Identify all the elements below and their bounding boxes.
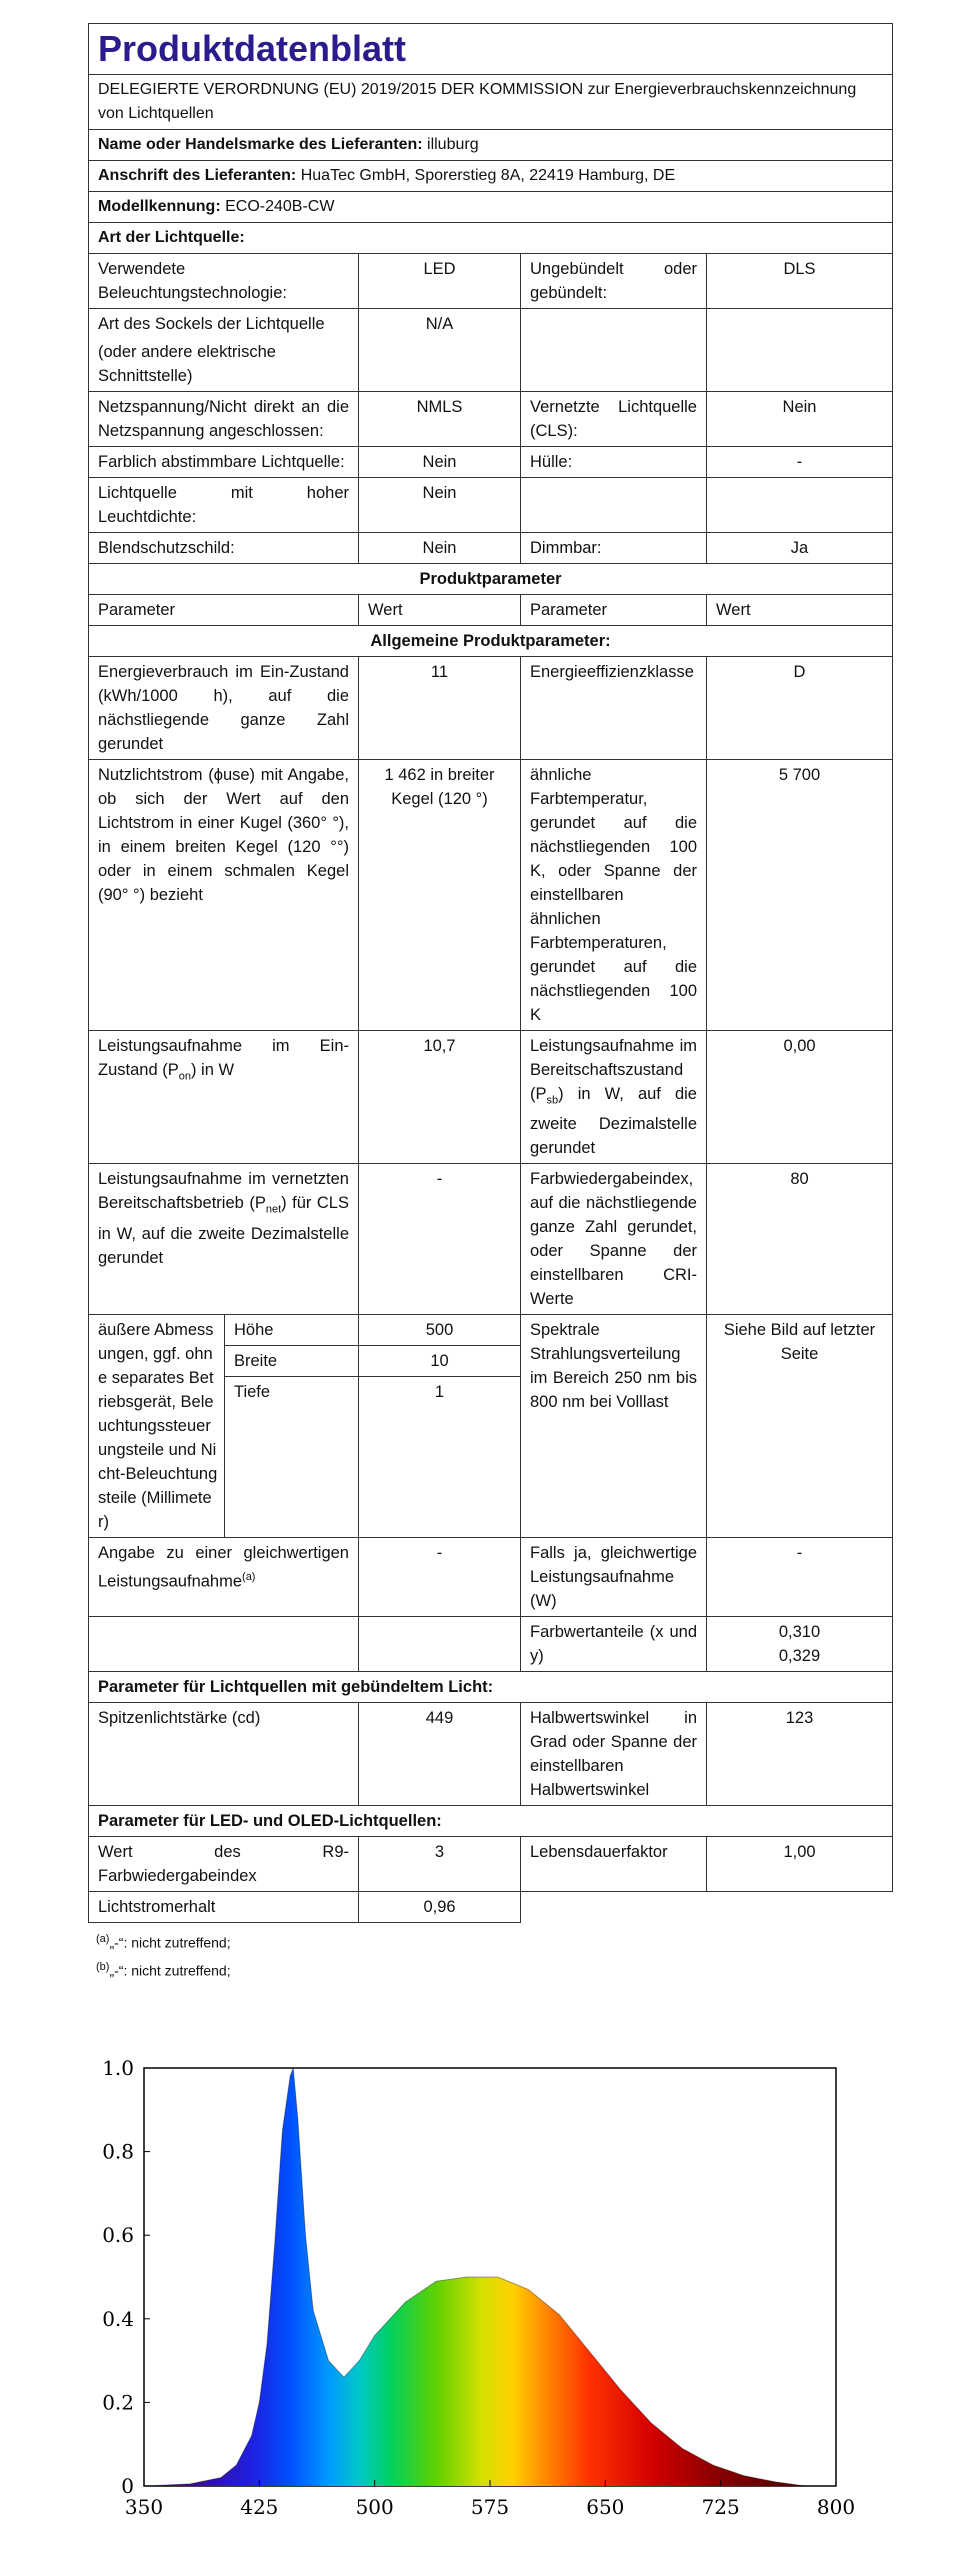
empty-cell <box>707 478 893 533</box>
hl-label: Lichtquelle mit hoher Leuchtdichte: <box>89 478 359 533</box>
table-row <box>89 254 893 309</box>
column-header: Parameter <box>89 595 359 626</box>
dimmable-value: Ja <box>707 533 893 564</box>
maintenance-label: Lichtstromerhalt <box>89 1892 359 1923</box>
tunable-label: Farblich abstimmbare Lichtquelle: <box>89 447 359 478</box>
dimension-name: Höhe <box>225 1315 358 1346</box>
r9-value: 3 <box>359 1837 521 1892</box>
footnote-a: $^{(a)}$„-“: nicht zutreffend; <box>96 1933 231 1951</box>
equiv2-label: Falls ja, gleichwertige Leistungsaufnahme (W) <box>521 1538 707 1617</box>
product-params-heading: Produktparameter <box>89 564 893 595</box>
datasheet-table <box>88 23 893 1923</box>
y-tick-label: 0.8 <box>102 2139 134 2164</box>
led-heading-row <box>89 1806 893 1837</box>
table-row <box>89 447 893 478</box>
empty-cell <box>89 1617 359 1672</box>
model-label: Modellkennung: <box>98 198 221 215</box>
table-row <box>359 1346 520 1377</box>
pon-value: 10,7 <box>359 1031 521 1164</box>
chroma-x: 0,310 <box>778 1623 821 1642</box>
column-header: Wert <box>359 595 521 626</box>
dimensions-label: äußere Abmessungen, ggf. ohne separates Betriebsgerät, Beleuchtungssteuerungsteile und Nicht-Beleuchtungsteile (Millimeter) <box>98 1321 218 1532</box>
directional-heading-row <box>89 1672 893 1703</box>
supplier-address-row <box>89 161 893 192</box>
product-params-heading-row <box>89 564 893 595</box>
psb-value: 0,00 <box>707 1031 893 1164</box>
regulation-row <box>89 75 893 130</box>
model-row <box>89 192 893 223</box>
empty-cell <box>359 1617 521 1672</box>
table-row <box>89 1031 893 1164</box>
envelope-value: - <box>707 447 893 478</box>
cct-label: ähnliche Farbtemperatur, gerundet auf die nächstliegenden 100 K, oder Spanne der einstellbaren ähnlichen Farbtemperaturen, gerundet auf die nächstliegenden 100 K <box>521 760 707 1031</box>
directional-label: Ungebündelt oder gebündelt: <box>521 254 707 309</box>
chroma-label: Farbwertanteile (x und y) <box>521 1617 707 1672</box>
psb-label: Leistungsaufnahme im Bereitschaftszustand $(P_{sb})$ in W, auf die zweite Dezimalstelle gerundet <box>521 1031 707 1164</box>
spectral-value: Siehe Bild auf letzter Seite <box>707 1315 893 1538</box>
table-row <box>89 1538 893 1617</box>
dimension-value: 1 <box>434 1383 445 1402</box>
empty-cell <box>707 309 893 392</box>
table-row <box>89 309 893 392</box>
light-type-heading-row <box>89 223 893 254</box>
column-header-row <box>89 595 893 626</box>
chroma-y: 0,329 <box>778 1647 821 1666</box>
table-row <box>89 392 893 447</box>
survival-label: Lebensdauerfaktor <box>521 1837 707 1892</box>
x-tick-label: 575 <box>470 2495 510 2519</box>
cct-value: 5 700 <box>707 760 893 1031</box>
address-label: Anschrift des Lieferanten: <box>98 167 297 184</box>
envelope-label: Hülle: <box>521 447 707 478</box>
pon-label: Leistungsaufnahme im Ein-Zustand $(P_{on})$ in W <box>89 1031 359 1164</box>
cri-value: 80 <box>707 1164 893 1315</box>
cri-label: Farbwiedergabeindex, auf die nächstliegende ganze Zahl gerundet, oder Spanne der einstellbaren CRI-Werte <box>521 1164 707 1315</box>
brand-label: Name oder Handelsmarke des Lieferanten: <box>98 136 423 153</box>
table-row <box>225 1315 358 1346</box>
dimensions-table <box>225 1315 358 1407</box>
dimensions-values-cell <box>359 1315 521 1538</box>
beam-value: 123 <box>707 1703 893 1806</box>
survival-value: 1,00 <box>707 1837 893 1892</box>
energy-label: Energieverbrauch im Ein-Zustand (kWh/1000 h), auf die nächstliegende ganze Zahl gerundet <box>89 657 359 760</box>
x-tick-label: 800 <box>816 2495 856 2519</box>
flux-value: 1 462 in breiter Kegel (120 °) <box>359 760 521 1031</box>
column-header: Wert <box>707 595 893 626</box>
directional-heading: Parameter für Lichtquellen mit gebündeltem Licht: <box>89 1672 893 1703</box>
table-row <box>225 1377 358 1408</box>
y-tick-label: 0 <box>121 2474 134 2498</box>
x-tick-label: 350 <box>124 2495 164 2519</box>
empty-cell <box>521 478 707 533</box>
table-row <box>89 533 893 564</box>
general-params-heading-row <box>89 626 893 657</box>
equiv-label: Angabe zu einer gleichwertigen Leistungsaufnahme$^{(a)}$ <box>89 1538 359 1617</box>
y-tick-label: 1.0 <box>102 2056 134 2080</box>
table-row <box>89 1617 893 1672</box>
table-row <box>89 1703 893 1806</box>
y-tick-label: 0.2 <box>102 2390 134 2415</box>
beam-label: Halbwertswinkel in Grad oder Spanne der einstellbaren Halbwertswinkel <box>521 1703 707 1806</box>
table-row <box>89 1315 893 1538</box>
equiv2-value: - <box>707 1538 893 1617</box>
empty-cell <box>521 309 707 392</box>
dimension-value: 10 <box>359 1346 520 1377</box>
peak-value: 449 <box>359 1703 521 1806</box>
column-header: Parameter <box>521 595 707 626</box>
dimension-name: Breite <box>225 1346 358 1377</box>
led-heading: Parameter für LED- und OLED-Lichtquellen: <box>89 1806 893 1837</box>
cls-label: Vernetzte Lichtquelle (CLS): <box>521 392 707 447</box>
table-row <box>89 1892 893 1923</box>
spectral-label: Spektrale Strahlungsverteilung im Bereich 250 nm bis 800 nm bei Volllast <box>521 1315 707 1538</box>
hl-value: Nein <box>359 478 521 533</box>
directional-value: DLS <box>707 254 893 309</box>
eeclass-label: Energieeffizienzklasse <box>521 657 707 760</box>
table-row <box>89 1837 893 1892</box>
spectrum-chart <box>88 2056 856 2538</box>
cap-type-sublabel: (oder andere elektrische Schnittstelle) <box>98 343 276 385</box>
brand-value: illuburg <box>427 136 479 153</box>
datasheet <box>88 23 892 1983</box>
x-tick-label: 500 <box>355 2495 394 2519</box>
model-value: ECO-240B-CW <box>225 198 335 215</box>
equiv-value: - <box>359 1538 521 1617</box>
antiglare-label: Blendschutzschild: <box>89 533 359 564</box>
x-tick-label: 425 <box>240 2495 279 2519</box>
address-value: HuaTec GmbH, Sporerstieg 8A, 22419 Hamburg, DE <box>300 167 676 184</box>
dimensions-values <box>359 1315 520 1407</box>
light-type-heading: Art der Lichtquelle: <box>89 223 893 254</box>
dimmable-label: Dimmbar: <box>521 533 707 564</box>
pnet-label: Leistungsaufnahme im vernetzten Bereitschaftsbetrieb $(P_{net})$ für CLS in W, auf die zweite Dezimalstelle gerundet <box>89 1164 359 1315</box>
antiglare-value: Nein <box>359 533 521 564</box>
title-row <box>89 24 893 75</box>
cls-value: Nein <box>707 392 893 447</box>
chroma-value <box>707 1617 893 1672</box>
table-row <box>359 1315 520 1346</box>
page-title: Produktdatenblatt <box>89 24 893 75</box>
footnotes <box>88 1927 892 1982</box>
cap-type-value: N/A <box>359 309 521 392</box>
footnote-b: $^{(b)}$„-“: nicht zutreffend; <box>96 1960 231 1979</box>
technology-label: Verwendete Beleuchtungstechnologie: <box>89 254 359 309</box>
cap-type-label: Art des Sockels der Lichtquelle <box>98 315 325 333</box>
mains-value: NMLS <box>359 392 521 447</box>
regulation-text: DELEGIERTE VERORDNUNG (EU) 2019/2015 DER KOMMISSION zur Energieverbrauchskennzeichnung von Lichtquellen <box>89 75 893 130</box>
table-row <box>89 478 893 533</box>
dimension-name: Tiefe <box>234 1383 271 1402</box>
energy-value: 11 <box>359 657 521 760</box>
x-tick-label: 650 <box>586 2495 625 2519</box>
y-tick-label: 0.4 <box>102 2306 134 2331</box>
mains-label: Netzspannung/Nicht direkt an die Netzspannung angeschlossen: <box>89 392 359 447</box>
table-row <box>89 657 893 760</box>
x-tick-label: 725 <box>701 2495 740 2519</box>
table-row <box>89 760 893 1031</box>
technology-value: LED <box>359 254 521 309</box>
dimensions-cell <box>89 1315 359 1538</box>
table-row <box>225 1346 358 1377</box>
table-row <box>89 1164 893 1315</box>
r9-label: Wert des R9-Farbwiedergabeindex <box>89 1837 359 1892</box>
pnet-value: - <box>359 1164 521 1315</box>
peak-label: Spitzenlichtstärke (cd) <box>89 1703 359 1806</box>
maintenance-value: 0,96 <box>359 1892 521 1923</box>
y-tick-label: 0.6 <box>102 2223 134 2248</box>
eeclass-value: D <box>707 657 893 760</box>
supplier-brand-row <box>89 130 893 161</box>
flux-label: Nutzlichtstrom (ϕuse) mit Angabe, ob sich der Wert auf den Lichtstrom in einer Kugel (360° °), in einem breiten Kegel (120 °°) oder in einem schmalen Kegel (90° °) bezieht <box>89 760 359 1031</box>
table-row <box>359 1377 520 1408</box>
tunable-value: Nein <box>359 447 521 478</box>
general-params-heading: Allgemeine Produktparameter: <box>89 626 893 657</box>
dimension-value: 500 <box>359 1315 520 1346</box>
